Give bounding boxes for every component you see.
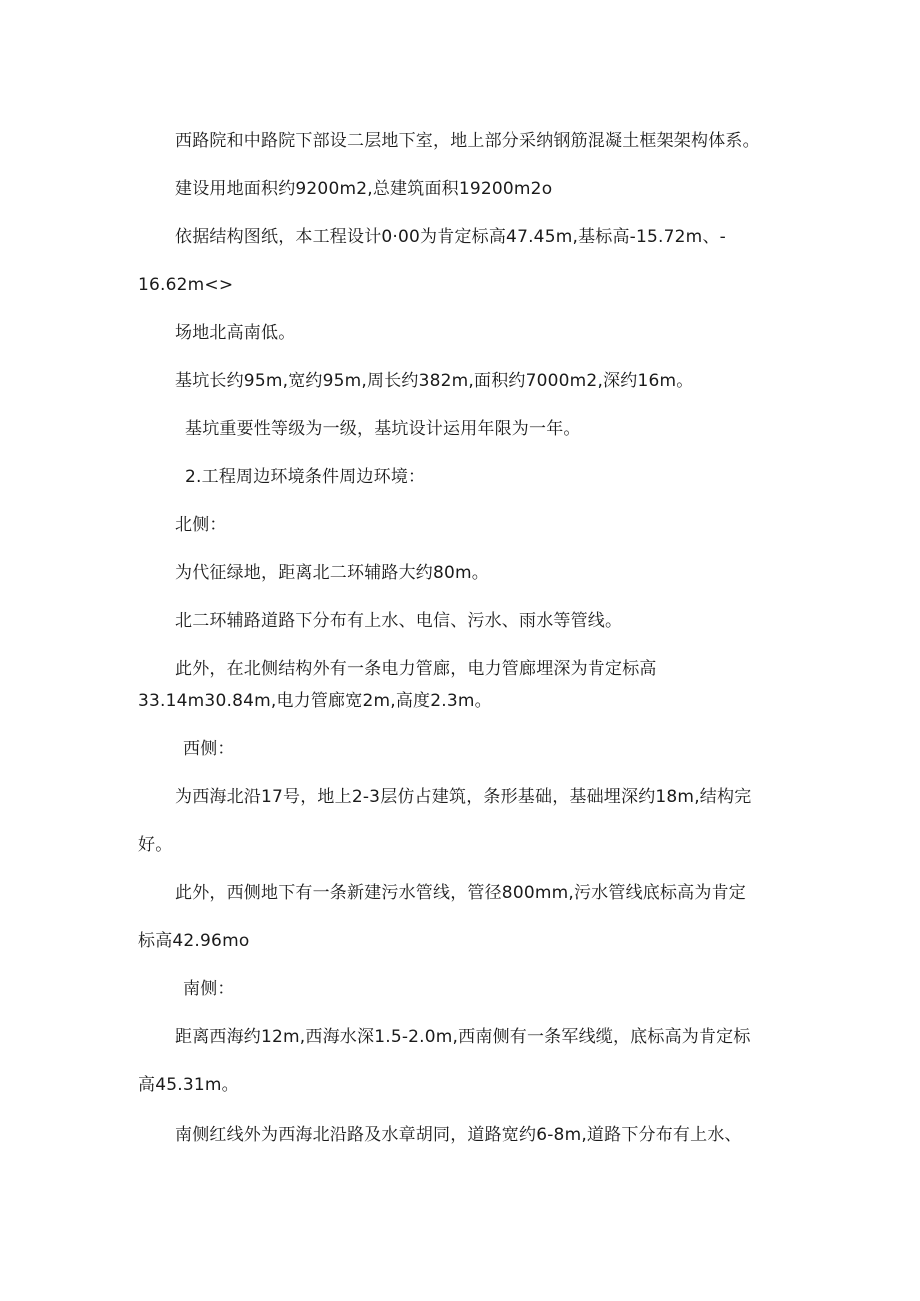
paragraph-line: 标高42.96mo [138,931,250,951]
subsection-heading-north: 北侧： [175,515,227,535]
paragraph-line: 为代征绿地，距离北二环辅路大约80m。 [175,563,489,583]
subsection-heading-south: 南侧： [183,979,235,999]
paragraph-line: 南侧红线外为西海北沿路及水章胡同，道路宽约6-8m,道路下分布有上水、 [175,1125,742,1145]
paragraph-line: 好。 [138,835,173,855]
paragraph-line: 16.62m<> [138,275,234,295]
paragraph-line: 建设用地面积约9200m2,总建筑面积19200m2o [175,179,553,199]
paragraph-line: 场地北高南低。 [175,323,296,343]
paragraph-line: 北二环辅路道路下分布有上水、电信、污水、雨水等管线。 [175,611,623,631]
paragraph-line: 高45.31m。 [138,1075,239,1095]
paragraph-line: 西路院和中路院下部设二层地下室，地上部分采纳钢筋混凝土框架架构体系。 [175,131,760,151]
paragraph-line: 33.14m30.84m,电力管廊宽2m,高度2.3m。 [138,691,492,711]
paragraph-line: 此外，在北侧结构外有一条电力管廊，电力管廊埋深为肯定标高 [175,659,657,679]
subsection-heading-west: 西侧： [183,739,235,759]
section-heading: 2.工程周边环境条件周边环境： [185,467,426,487]
paragraph-line: 基坑长约95m,宽约95m,周长约382m,面积约7000m2,深约16m。 [175,371,694,391]
paragraph-line: 距离西海约12m,西海水深1.5-2.0m,西南侧有一条军线缆，底标高为肯定标 [175,1027,751,1047]
paragraph-line: 为西海北沿17号，地上2-3层仿占建筑，条形基础，基础埋深约18m,结构完 [175,787,752,807]
paragraph-line: 依据结构图纸，本工程设计0·00为肯定标高47.45m,基标高-15.72m、- [175,227,726,247]
paragraph-line: 基坑重要性等级为一级，基坑设计运用年限为一年。 [185,419,581,439]
paragraph-line: 此外，西侧地下有一条新建污水管线，管径800mm,污水管线底标高为肯定 [175,883,746,903]
